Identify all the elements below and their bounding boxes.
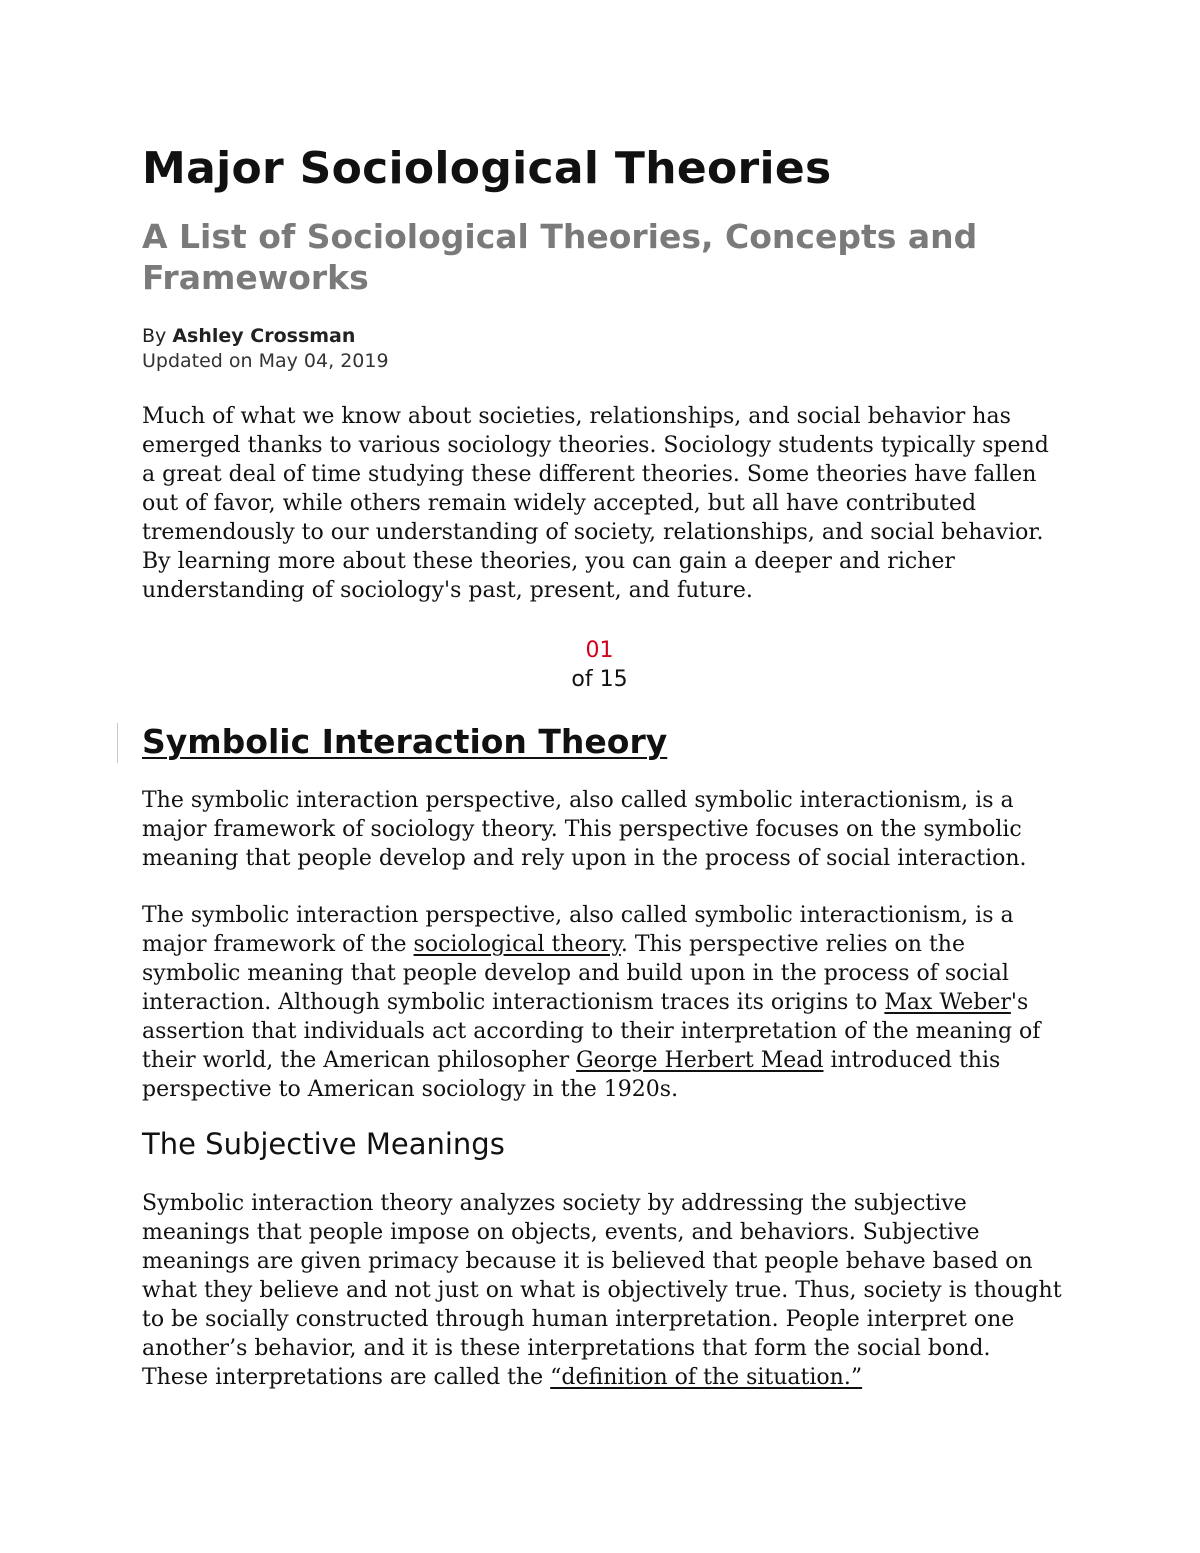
definition-of-situation-link[interactable]: “definition of the situation.” — [550, 1365, 863, 1390]
updated-date: Updated on May 04, 2019 — [142, 350, 389, 372]
section-paragraph-1: The symbolic interaction perspective, also called symbolic interactionism, is a major framework of sociology theory. This perspective focuses on the symbolic meaning that people develop and rely upon in the process of social interaction. — [142, 788, 1027, 871]
section — [142, 719, 1062, 1392]
max-weber-link[interactable]: Max Weber — [884, 990, 1011, 1015]
byline — [142, 324, 1062, 349]
item-counter — [142, 636, 1057, 694]
author-name: Ashley Crossman — [172, 325, 356, 347]
paragraph-2-text-1: The symbolic interaction perspective, also called symbolic interactionism, is a major framework of the — [142, 903, 1014, 957]
article-subtitle: A List of Sociological Theories, Concepts and Frameworks — [142, 217, 978, 297]
article-title: Major Sociological Theories — [142, 143, 832, 194]
paragraph-2-text-2: . This perspective relies on the symbolic meaning that people develop and build upon in the process of social interaction. Although symbolic interactionism traces its origins to — [142, 932, 1009, 1015]
counter-total: of 15 — [571, 667, 628, 692]
counter-current: 01 — [585, 638, 614, 663]
section-marker — [117, 723, 118, 763]
george-herbert-mead-link[interactable]: George Herbert Mead — [576, 1048, 824, 1073]
sociological-theory-link[interactable]: sociological theory — [413, 932, 621, 957]
document-page — [142, 140, 1062, 1392]
paragraph-3-text: Symbolic interaction theory analyzes society by addressing the subjective meanings that people impose on objects, events, and behaviors. Subjective meanings are given primacy because it is believed that people behave based on what they believe and not just on what is objectively true. Thus, society is thought to be socially constructed through human interpretation. People interpret one another’s behavior, and it is these interpretations that form the social bond. These interpretations are called the — [142, 1191, 1062, 1390]
section-paragraph-2 — [142, 901, 1062, 1104]
section-paragraph-3 — [142, 1189, 1062, 1392]
intro-paragraph: Much of what we know about societies, relationships, and social behavior has emerged thanks to various sociology theories. Sociology students typically spend a great deal of time studying these different theories. Some theories have fallen out of favor, while others remain widely accepted, but all have contributed tremendously to our understanding of society, relationships, and social behavior. By learning more about these theories, you can gain a deeper and richer understanding of sociology's past, present, and future. — [142, 404, 1049, 603]
paragraph-2-text-4: introduced this perspective to American sociology in the 1920s. — [142, 1048, 1001, 1102]
paragraph-2-text-3: 's assertion that individuals act according to their interpretation of the meaning of their world, the American philosopher — [142, 990, 1041, 1073]
subsection-heading: The Subjective Meanings — [142, 1127, 505, 1161]
byline-prefix: By — [142, 325, 173, 347]
section-heading[interactable]: Symbolic Interaction Theory — [142, 722, 668, 761]
